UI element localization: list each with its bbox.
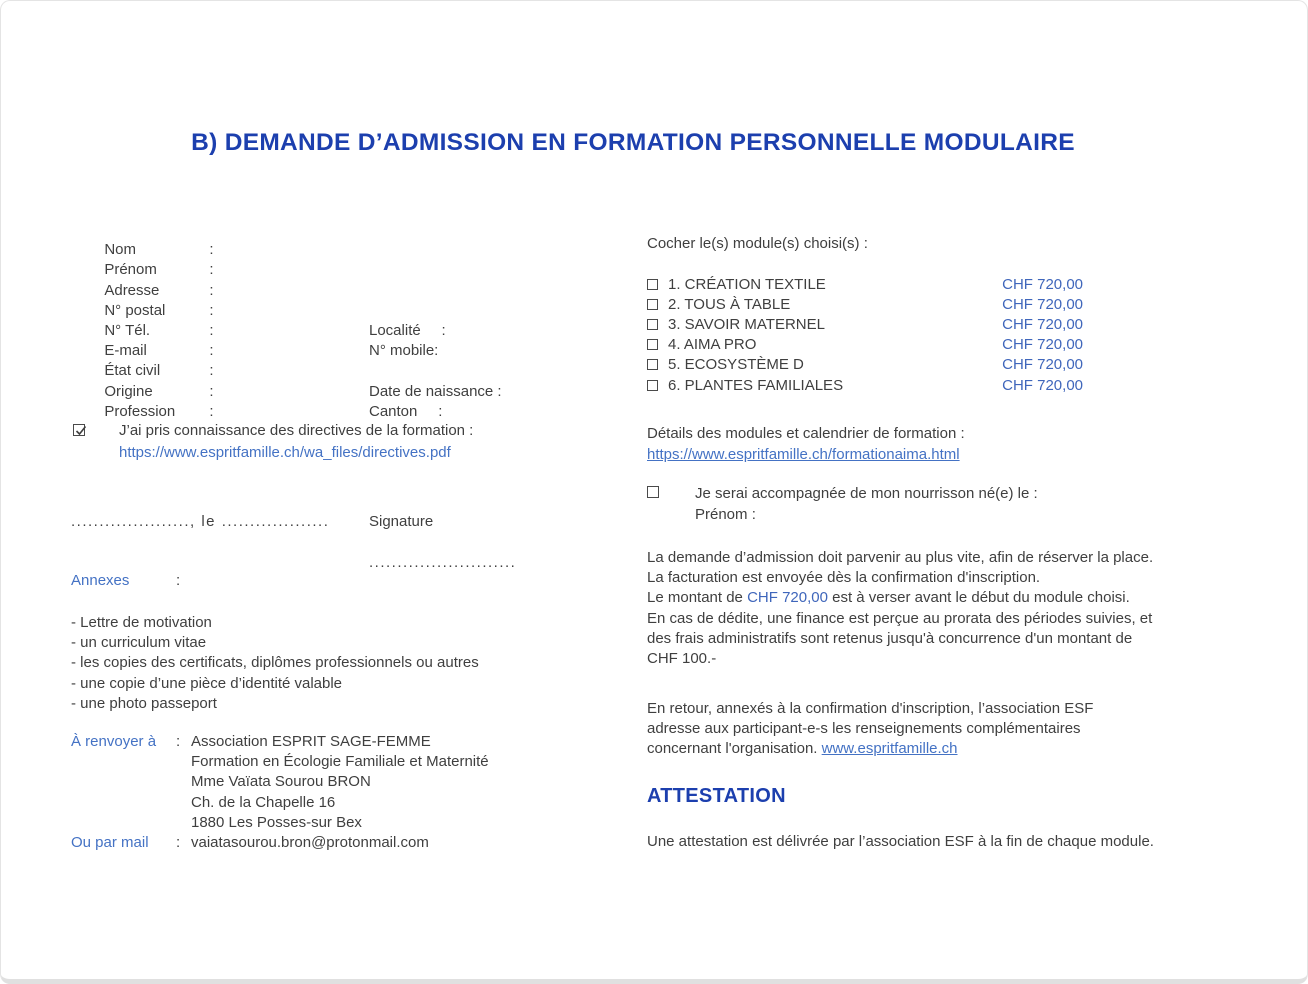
module-checkbox[interactable] (647, 279, 658, 290)
website-link[interactable]: www.espritfamille.ch (821, 740, 958, 758)
field-label: N° Tél. (104, 321, 151, 339)
module-row (647, 375, 1083, 395)
directives-checkbox[interactable] (73, 424, 85, 436)
info-line-link (647, 739, 1093, 759)
directives-statement: J’ai pris connaissance des directives de la formation : (119, 422, 474, 439)
field-colon: : (209, 362, 214, 380)
address-line: 1880 Les Posses-sur Bex (191, 813, 362, 831)
form-field-row[interactable] (71, 240, 631, 279)
module-row (647, 314, 1083, 334)
terms-line: des frais administratifs sont retenus jusqu'à concurrence d'un montant de (647, 629, 1133, 647)
field-colon: : (209, 261, 214, 279)
field-colon: : (209, 382, 214, 400)
return-address-row (71, 732, 631, 752)
renvoyer-label: À renvoyer à (71, 733, 157, 750)
field-colon: : (209, 342, 214, 360)
place-date-line[interactable]: ....................., le ................... (71, 513, 330, 530)
form-field-row[interactable] (71, 220, 631, 259)
renvoyer-colon: : (176, 733, 181, 750)
field-colon: : (209, 241, 214, 259)
field-secondary-label: Date de naissance : (369, 382, 502, 400)
terms-line: La facturation est envoyée dès la confirmation d'inscription. (647, 569, 1041, 587)
terms-text: Le montant de (647, 589, 748, 607)
terms-line: La demande d’admission doit parvenir au plus vite, afin de réserver la place. (647, 549, 1154, 566)
field-colon: : (209, 402, 214, 420)
terms-line: En cas de dédite, une finance est perçue au prorata des périodes suivies, et (647, 609, 1153, 627)
field-label: Adresse (104, 281, 160, 299)
details-link[interactable]: https://www.espritfamille.ch/formationaima.html (647, 446, 960, 463)
annexes-label: Annexes (71, 572, 130, 589)
infant-firstname-label[interactable]: Prénom : (695, 506, 756, 523)
details-block (647, 423, 965, 465)
directives-acknowledgement (73, 420, 473, 464)
field-label: Nom (104, 241, 137, 259)
field-label: Profession (104, 402, 176, 420)
module-label: 4. AIMA PRO (668, 336, 757, 354)
module-checkbox[interactable] (647, 380, 658, 391)
info-text: concernant l'organisation. (647, 740, 822, 758)
module-label: 6. PLANTES FAMILIALES (668, 376, 844, 394)
field-secondary-label: N° mobile: (369, 342, 439, 360)
annexes-heading (71, 571, 181, 591)
signature-line[interactable]: .......................... (369, 554, 517, 571)
module-price: CHF 720,00 (1002, 356, 1083, 374)
field-label: N° postal (104, 301, 166, 319)
amount-highlight: CHF 720,00 (747, 589, 828, 607)
infant-statement: Je serai accompagnée de mon nourrisson né(e) le : (695, 485, 1038, 502)
terms-line-amount (647, 588, 1153, 608)
module-label: 1. CRÉATION TEXTILE (668, 275, 826, 293)
module-label: 5. ECOSYSTÈME D (668, 356, 804, 374)
address-line: Ch. de la Chapelle 16 (191, 793, 336, 811)
signature-label: Signature (369, 513, 434, 530)
directives-link[interactable]: https://www.espritfamille.ch/wa_files/directives.pdf (119, 443, 451, 461)
email-address: vaiatasourou.bron@protonmail.com (191, 833, 429, 851)
annexes-item: - un curriculum vitae (71, 634, 207, 652)
return-address-block (71, 732, 631, 853)
mail-label: Ou par mail (71, 833, 149, 851)
attestation-heading: ATTESTATION (647, 785, 786, 807)
infant-block (647, 483, 1038, 525)
module-checkbox[interactable] (647, 299, 658, 310)
field-label: Origine (104, 382, 153, 400)
field-label: État civil (104, 362, 161, 380)
annexes-list (71, 613, 479, 714)
terms-line: CHF 100.- (647, 649, 717, 667)
module-price: CHF 720,00 (1002, 336, 1083, 354)
field-colon: : (209, 281, 214, 299)
address-line: Formation en Écologie Familiale et Maternité (191, 753, 489, 771)
terms-text: est à verser avant le début du module choisi. (827, 589, 1130, 607)
annexes-item: - Lettre de motivation (71, 614, 212, 631)
annexes-colon: : (176, 572, 181, 589)
module-price: CHF 720,00 (1002, 376, 1083, 394)
field-secondary-label: Canton : (369, 402, 443, 420)
module-row (647, 294, 1083, 314)
info-line: adresse aux participant-e-s les renseignements complémentaires (647, 720, 1081, 738)
annexes-item: - les copies des certificats, diplômes professionnels ou autres (71, 654, 479, 672)
module-checkbox[interactable] (647, 319, 658, 330)
details-text: Détails des modules et calendrier de formation : (647, 425, 965, 442)
mail-colon: : (176, 833, 181, 851)
annexes-item: - une copie d’une pièce d’identité valable (71, 674, 343, 692)
module-price: CHF 720,00 (1002, 275, 1083, 293)
info-line: En retour, annexés à la confirmation d'inscription, l’association ESF (647, 700, 1094, 717)
address-line: Mme Vaïata Sourou BRON (191, 773, 371, 791)
module-price: CHF 720,00 (1002, 295, 1083, 313)
field-label: Prénom (104, 261, 157, 279)
modules-list (647, 274, 1083, 395)
address-lines (71, 752, 631, 833)
module-label: 3. SAVOIR MATERNEL (668, 315, 825, 333)
module-checkbox[interactable] (647, 359, 658, 370)
annexes-item: - une photo passeport (71, 694, 217, 712)
form-field-row[interactable] (71, 260, 631, 299)
attestation-text: Une attestation est délivrée par l’association ESF à la fin de chaque module. (647, 833, 1154, 850)
modules-heading: Cocher le(s) module(s) choisi(s) : (647, 235, 868, 252)
module-checkbox[interactable] (647, 339, 658, 350)
confirmation-info-paragraph (647, 699, 1093, 760)
module-price: CHF 720,00 (1002, 315, 1083, 333)
field-colon: : (209, 321, 214, 339)
module-row (647, 355, 1083, 375)
module-row (647, 274, 1083, 294)
admission-terms-paragraph (647, 548, 1153, 669)
check-icon (74, 424, 88, 438)
personal-fields (71, 220, 631, 420)
infant-checkbox[interactable] (647, 486, 659, 498)
field-label: E-mail (104, 342, 147, 360)
module-label: 2. TOUS À TABLE (668, 295, 791, 313)
page-title: B) DEMANDE D’ADMISSION EN FORMATION PERSONNELLE MODULAIRE (191, 129, 1075, 156)
field-secondary-label: Localité : (369, 321, 446, 339)
association-name: Association ESPRIT SAGE-FEMME (191, 733, 431, 750)
module-row (647, 335, 1083, 355)
field-colon: : (209, 301, 214, 319)
mail-row (71, 833, 631, 853)
